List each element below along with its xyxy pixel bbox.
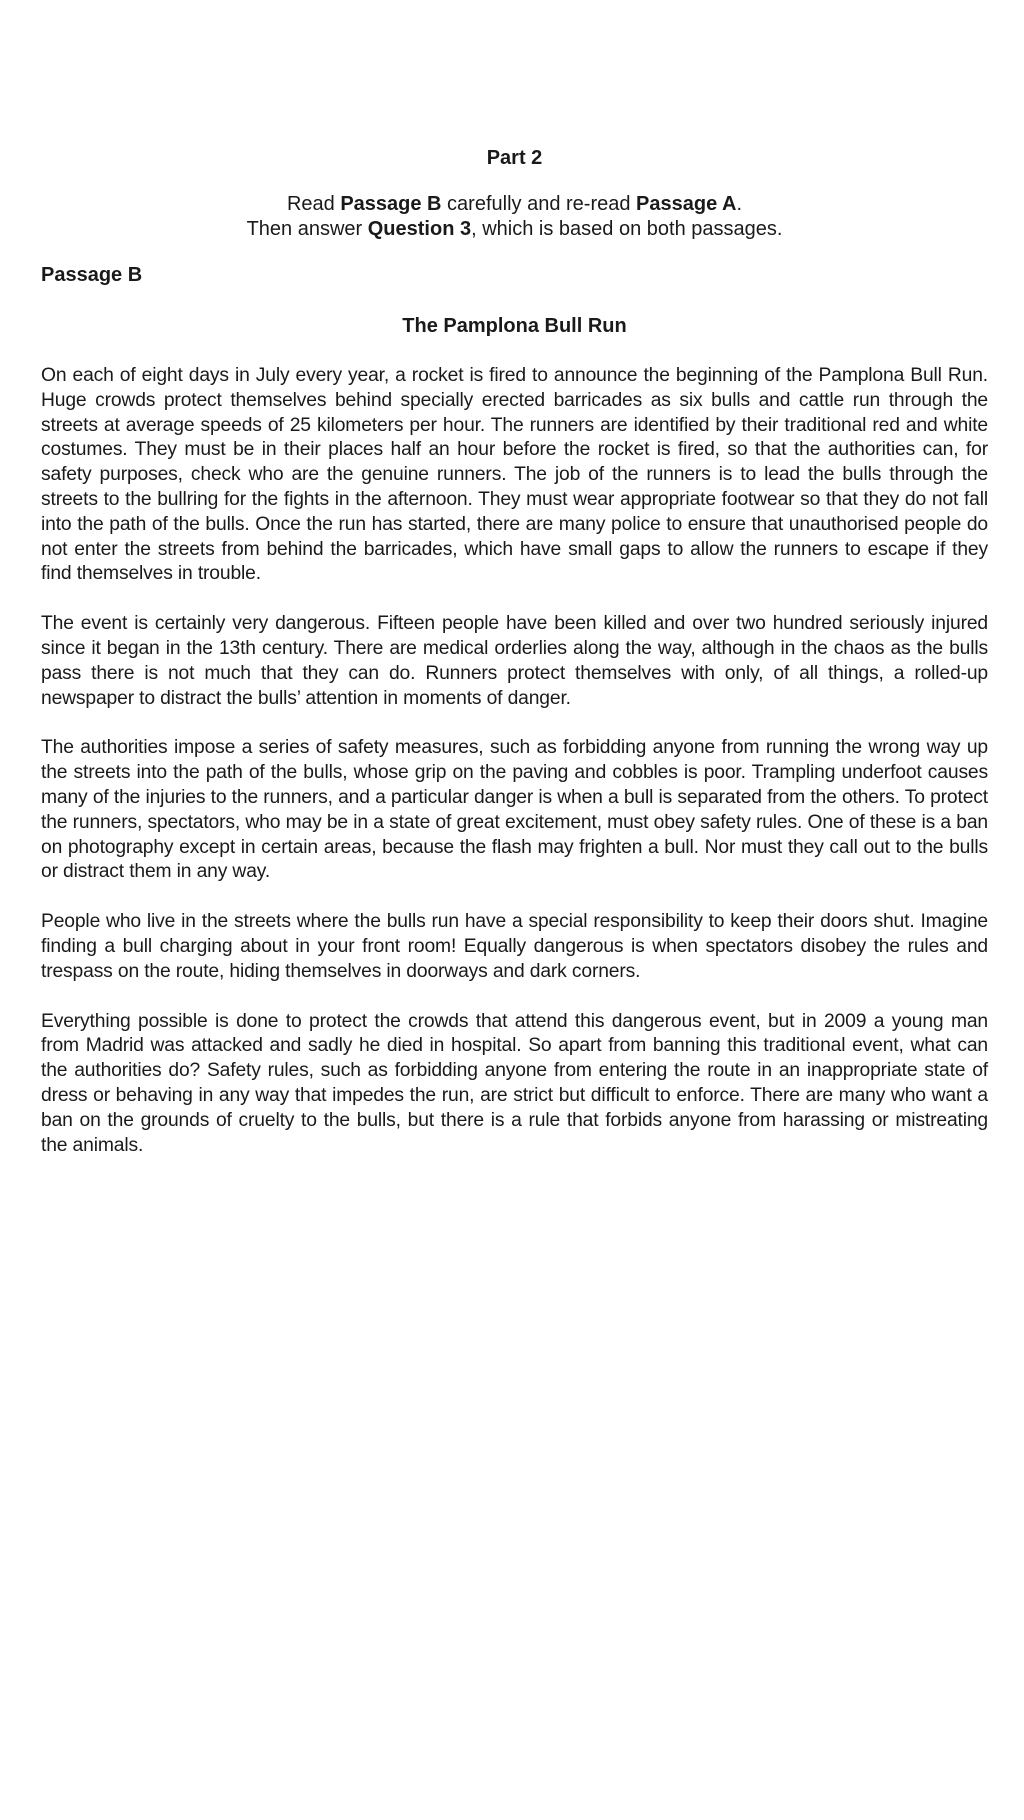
- instruction-text: Then answer: [246, 218, 368, 240]
- passage-paragraph: People who live in the streets where the bulls run have a special responsibility to keep their doors shut. Imagine finding a bull charging about in your front room! Equally dangerous is when spectators disobey the rules and trespass on the route, hiding themselves in doorways and dark corners.: [41, 911, 988, 982]
- document-page: [41, 146, 988, 1183]
- instruction-line-2: [41, 217, 988, 242]
- part-title: Part 2: [486, 147, 543, 169]
- instruction-line-1: [41, 192, 988, 217]
- passage-title: The Pamplona Bull Run: [402, 315, 627, 337]
- instruction-text: .: [736, 193, 743, 215]
- passage-paragraph: Everything possible is done to protect the crowds that attend this dangerous event, but in 2009 a young man from Madrid was attacked and sadly he died in hospital. So apart from banning this traditional event, what can the authorities do? Safety rules, such as forbidding anyone from entering the route in an inappropriate state of dress or behaving in any way that impedes the run, are strict but difficult to enforce. There are many who want a ban on the grounds of cruelty to the bulls, but there is a rule that forbids anyone from harassing or mistreating the animals.: [41, 1010, 988, 1156]
- passage-paragraph: On each of eight days in July every year, a rocket is fired to announce the beginning of the Pamplona Bull Run. Huge crowds protect themselves behind specially erected barricades as six bulls and cattle run through the streets at average speeds of 25 kilometers per hour. The runners are identified by their traditional red and white costumes. They must be in their places half an hour before the rocket is fired, so that the authorities can, for safety purposes, check who are the genuine runners. The job of the runners is to lead the bulls through the streets to the bullring for the fights in the afternoon. They must wear appropriate footwear so that they do not fall into the path of the bulls. Once the run has started, there are many police to ensure that unauthorised people do not enter the streets from behind the barricades, which have small gaps to allow the runners to escape if they find themselves in trouble.: [41, 365, 988, 585]
- instruction-text: , which is based on both passages.: [471, 218, 783, 240]
- passage-b-reference: Passage B: [340, 193, 442, 215]
- instruction-text: Read: [286, 193, 341, 215]
- passage-paragraph: The event is certainly very dangerous. Fifteen people have been killed and over two hundred seriously injured since it began in the 13th century. There are medical orderlies along the way, although in the chaos as the bulls pass there is not much that they can do. Runners protect themselves with only, of all things, a rolled-up newspaper to distract the bulls’ attention in moments of danger.: [41, 613, 988, 709]
- passage-a-reference: Passage A: [636, 193, 737, 215]
- instructions: [41, 192, 988, 242]
- passage-label: Passage B: [41, 264, 143, 286]
- instruction-text: carefully and re-read: [441, 193, 637, 215]
- question-reference: Question 3: [367, 218, 472, 240]
- passage-paragraph: The authorities impose a series of safety measures, such as forbidding anyone from running the wrong way up the streets into the path of the bulls, whose grip on the paving and cobbles is poor. Trampling underfoot causes many of the injuries to the runners, and a particular danger is when a bull is separated from the others. To protect the runners, spectators, who may be in a state of great excitement, must obey safety rules. One of these is a ban on photography except in certain areas, because the flash may frighten a bull. Nor must they call out to the bulls or distract them in any way.: [41, 737, 988, 883]
